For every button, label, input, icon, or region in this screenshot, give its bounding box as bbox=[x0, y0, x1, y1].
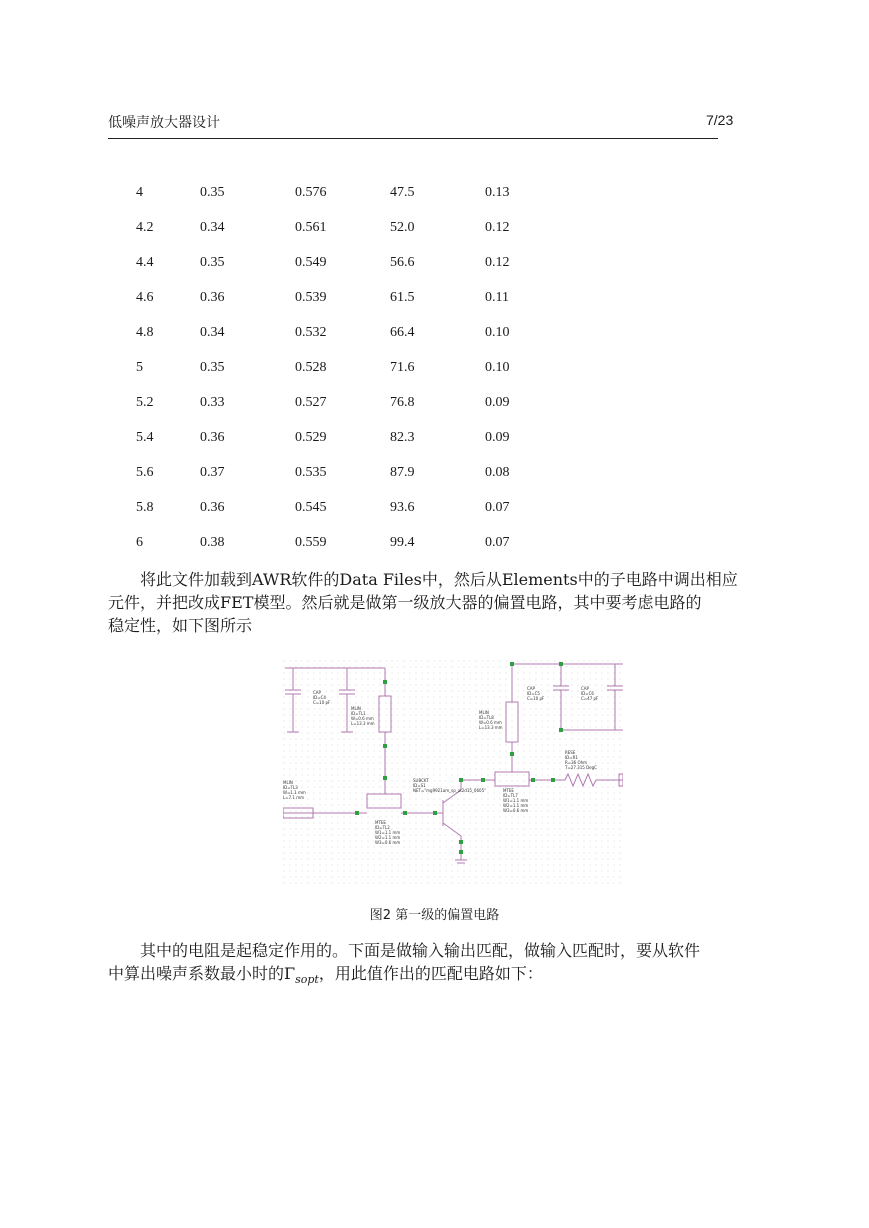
table-cell: 5.8 bbox=[136, 499, 154, 515]
table-cell: 0.09 bbox=[485, 429, 510, 445]
table-row bbox=[130, 280, 565, 315]
label-mtee2: MTEE bbox=[375, 820, 386, 825]
table-cell: 61.5 bbox=[390, 289, 415, 305]
table-cell: 99.4 bbox=[390, 534, 415, 550]
table-cell: 52.0 bbox=[390, 219, 415, 235]
table-row bbox=[130, 245, 565, 280]
table-cell: 0.12 bbox=[485, 219, 510, 235]
paragraph-1-line-1: 将此文件加载到AWR软件的Data Files中，然后从Elements中的子电路中调出相应 bbox=[140, 570, 738, 589]
label-mtee1-id: ID=TL7 bbox=[503, 793, 518, 798]
data-table bbox=[130, 175, 565, 560]
table-cell: 0.545 bbox=[295, 499, 327, 515]
label-rese: RESE bbox=[565, 750, 576, 755]
table-cell: 56.6 bbox=[390, 254, 415, 270]
table-cell: 0.07 bbox=[485, 534, 510, 550]
label-cap1-id: ID=C4 bbox=[313, 695, 326, 700]
table-cell: 5 bbox=[136, 359, 143, 375]
page-number: 7/23 bbox=[706, 112, 734, 128]
table-cell: 0.36 bbox=[200, 429, 225, 445]
table-row bbox=[130, 525, 565, 560]
gamma-subscript: sopt bbox=[295, 973, 319, 987]
label-mlin3-id: ID=TL3 bbox=[283, 785, 298, 790]
table-cell: 0.535 bbox=[295, 464, 327, 480]
table-row bbox=[130, 490, 565, 525]
label-mlin3-l: L=7.1 mm bbox=[283, 795, 305, 800]
table-cell: 0.35 bbox=[200, 254, 225, 270]
table-cell: 5.4 bbox=[136, 429, 154, 445]
paragraph-2-line-2-pre: 中算出噪声系数最小时的 bbox=[108, 964, 285, 983]
table-cell: 0.34 bbox=[200, 219, 225, 235]
table-cell: 4.4 bbox=[136, 254, 154, 270]
label-mlin1-l: L=13.3 mm bbox=[351, 721, 375, 726]
table-cell: 66.4 bbox=[390, 324, 415, 340]
table-cell: 4.8 bbox=[136, 324, 154, 340]
table-cell: 0.37 bbox=[200, 464, 225, 480]
table-cell: 0.13 bbox=[485, 184, 510, 200]
bias-circuit-schematic bbox=[283, 660, 623, 886]
schematic-svg bbox=[283, 660, 623, 886]
table-cell: 0.527 bbox=[295, 394, 327, 410]
paragraph-2-line-2-post: ，用此值作出的匹配电路如下： bbox=[318, 964, 543, 983]
table-cell: 0.36 bbox=[200, 289, 225, 305]
table-cell: 0.08 bbox=[485, 464, 510, 480]
gamma-symbol: Γ bbox=[284, 964, 296, 983]
label-mtee2-w3: W3=0.6 mm bbox=[375, 840, 401, 845]
table-row bbox=[130, 350, 565, 385]
label-mlin3-w: W=1.1 mm bbox=[283, 790, 306, 795]
table-cell: 6 bbox=[136, 534, 143, 550]
table-cell: 47.5 bbox=[390, 184, 415, 200]
paragraph-2-line-2 bbox=[108, 962, 768, 991]
table-cell: 0.576 bbox=[295, 184, 327, 200]
label-mlin3: MLIN bbox=[283, 780, 293, 785]
table-cell: 0.35 bbox=[200, 359, 225, 375]
table-cell: 0.539 bbox=[295, 289, 327, 305]
label-mlin2-w: W=0.6 mm bbox=[479, 720, 502, 725]
table-cell: 4.6 bbox=[136, 289, 154, 305]
table-cell: 4 bbox=[136, 184, 143, 200]
paragraph-1 bbox=[108, 568, 768, 637]
table-cell: 0.36 bbox=[200, 499, 225, 515]
table-cell: 71.6 bbox=[390, 359, 415, 375]
label-mtee1-w1: W1=1.1 mm bbox=[503, 798, 529, 803]
header-title: 低噪声放大器设计 bbox=[108, 115, 220, 131]
table-cell: 82.3 bbox=[390, 429, 415, 445]
label-rese-t: T=27.315 DegC bbox=[565, 765, 597, 770]
table-row bbox=[130, 175, 565, 210]
paragraph-2-line-1: 其中的电阻是起稳定作用的。下面是做输入输出匹配，做输入匹配时，要从软件 bbox=[140, 941, 701, 960]
label-mlin1-w: W=0.6 mm bbox=[351, 716, 374, 721]
table-row bbox=[130, 210, 565, 245]
data-table-body bbox=[130, 175, 565, 560]
table-cell: 0.12 bbox=[485, 254, 510, 270]
label-cap3-id: ID=C6 bbox=[581, 691, 594, 696]
table-cell: 0.11 bbox=[485, 289, 509, 305]
label-cap2-id: ID=C5 bbox=[527, 691, 540, 696]
table-cell: 5.6 bbox=[136, 464, 154, 480]
label-cap2-val: C=10 pF bbox=[527, 696, 545, 701]
label-mlin2-l: L=13.3 mm bbox=[479, 725, 503, 730]
table-cell: 4.2 bbox=[136, 219, 154, 235]
paragraph-1-line-2: 元件，并把改成FET模型。然后就是做第一级放大器的偏置电路，其中要考虑电路的 bbox=[108, 593, 702, 612]
label-mlin1: MLIN bbox=[351, 706, 361, 711]
label-mtee2-w1: W1=1.1 mm bbox=[375, 830, 401, 835]
paragraph-1-line-3: 稳定性，如下图所示 bbox=[108, 616, 253, 635]
label-mlin1-id: ID=TL1 bbox=[351, 711, 366, 716]
table-cell: 0.33 bbox=[200, 394, 225, 410]
header-divider bbox=[108, 138, 718, 139]
table-cell: 0.532 bbox=[295, 324, 327, 340]
table-row bbox=[130, 420, 565, 455]
label-subckt: SUBCKT bbox=[413, 778, 429, 783]
label-rese-id: ID=R1 bbox=[565, 755, 578, 760]
table-row bbox=[130, 455, 565, 490]
table-cell: 76.8 bbox=[390, 394, 415, 410]
figure-caption: 图2 第一级的偏置电路 bbox=[369, 908, 500, 923]
label-subckt-id: ID=S1 bbox=[413, 783, 426, 788]
label-mtee1-w2: W2=1.1 mm bbox=[503, 803, 529, 808]
label-mtee2-id: ID=TL2 bbox=[375, 825, 390, 830]
table-cell: 0.35 bbox=[200, 184, 225, 200]
table-row bbox=[130, 315, 565, 350]
label-subckt-net: NET="mg9921am_sp_at2d15_0605" bbox=[413, 788, 486, 793]
label-mtee2-w2: W2=1.1 mm bbox=[375, 835, 401, 840]
paragraph-2 bbox=[108, 939, 768, 991]
table-cell: 93.6 bbox=[390, 499, 415, 515]
table-cell: 0.529 bbox=[295, 429, 327, 445]
table-cell: 0.07 bbox=[485, 499, 510, 515]
label-mlin2-id: ID=TL8 bbox=[479, 715, 494, 720]
table-cell: 0.34 bbox=[200, 324, 225, 340]
label-cap2: CAP bbox=[527, 686, 535, 691]
label-cap1: CAP bbox=[313, 690, 321, 695]
table-cell: 0.549 bbox=[295, 254, 327, 270]
table-cell: 0.09 bbox=[485, 394, 510, 410]
table-cell: 0.10 bbox=[485, 324, 510, 340]
label-cap3-val: C=47 pF bbox=[581, 696, 599, 701]
table-row bbox=[130, 385, 565, 420]
table-cell: 0.38 bbox=[200, 534, 225, 550]
label-mtee1-w3: W3=0.6 mm bbox=[503, 808, 529, 813]
table-cell: 5.2 bbox=[136, 394, 154, 410]
label-mlin2: MLIN bbox=[479, 710, 489, 715]
table-cell: 0.559 bbox=[295, 534, 327, 550]
label-mtee1: MTEE bbox=[503, 788, 514, 793]
table-cell: 87.9 bbox=[390, 464, 415, 480]
table-cell: 0.10 bbox=[485, 359, 510, 375]
table-cell: 0.528 bbox=[295, 359, 327, 375]
table-cell: 0.561 bbox=[295, 219, 327, 235]
label-cap1-val: C=10 pF bbox=[313, 700, 331, 705]
label-cap3: CAP bbox=[581, 686, 589, 691]
label-rese-r: R=36 Ohm bbox=[565, 760, 588, 765]
